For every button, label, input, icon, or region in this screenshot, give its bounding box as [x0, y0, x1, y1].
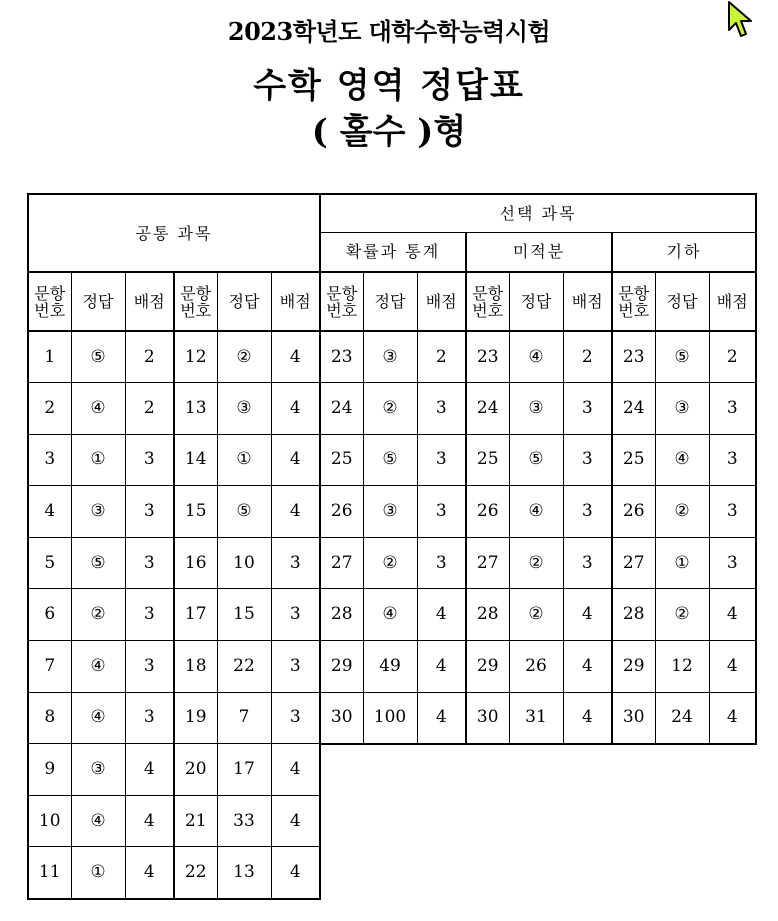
points-cell: 3 — [125, 434, 174, 486]
points-cell: 4 — [271, 434, 320, 486]
question-number-cell: 23 — [320, 331, 363, 383]
question-number-cell: 15 — [174, 486, 217, 538]
question-number-cell: 24 — [466, 383, 509, 435]
points-cell: 4 — [563, 589, 612, 641]
answer-cell: ③ — [71, 744, 125, 796]
answer-cell: ④ — [509, 331, 563, 383]
elective-subject-header: 선택 과목 — [320, 194, 756, 232]
answer-cell: 49 — [363, 641, 417, 693]
answer-cell: ② — [363, 537, 417, 589]
subject-probability-statistics: 확률과 통계 — [320, 232, 466, 272]
answer-cell: ④ — [71, 692, 125, 744]
question-number-cell: 1 — [28, 331, 71, 383]
question-number-cell: 25 — [320, 434, 363, 486]
answer-cell: ④ — [71, 641, 125, 693]
question-number-cell: 27 — [466, 537, 509, 589]
points-cell: 4 — [271, 744, 320, 796]
question-number-cell: 22 — [174, 847, 217, 899]
question-number-cell: 28 — [612, 589, 655, 641]
points-cell: 2 — [125, 383, 174, 435]
form-close-paren: )형 — [417, 112, 467, 152]
answer-cell: 17 — [217, 744, 271, 796]
question-number-cell: 8 — [28, 692, 71, 744]
question-number-cell: 29 — [466, 641, 509, 693]
table-row — [28, 434, 320, 486]
col-answer: 정답 — [363, 272, 417, 331]
points-cell: 3 — [563, 537, 612, 589]
table-row — [28, 744, 320, 796]
table-row — [320, 331, 756, 383]
points-cell: 4 — [271, 486, 320, 538]
question-number-cell: 18 — [174, 641, 217, 693]
question-number-cell: 23 — [612, 331, 655, 383]
points-cell: 4 — [417, 692, 466, 744]
points-cell: 2 — [417, 331, 466, 383]
answer-cell: ④ — [71, 795, 125, 847]
points-cell: 2 — [125, 331, 174, 383]
answer-cell: ② — [217, 331, 271, 383]
question-number-cell: 12 — [174, 331, 217, 383]
question-number-cell: 30 — [466, 692, 509, 744]
points-cell: 4 — [709, 641, 756, 693]
col-answer: 정답 — [509, 272, 563, 331]
elective-answer-table — [319, 193, 757, 745]
col-answer: 정답 — [71, 272, 125, 331]
points-cell: 3 — [563, 486, 612, 538]
question-number-cell: 24 — [320, 383, 363, 435]
answer-cell: 15 — [217, 589, 271, 641]
col-points: 배점 — [709, 272, 756, 331]
question-number-cell: 5 — [28, 537, 71, 589]
question-number-cell: 28 — [320, 589, 363, 641]
answer-cell: ② — [71, 589, 125, 641]
answer-cell: ② — [655, 589, 709, 641]
col-answer: 정답 — [655, 272, 709, 331]
question-number-cell: 25 — [466, 434, 509, 486]
points-cell: 3 — [563, 383, 612, 435]
question-number-cell: 4 — [28, 486, 71, 538]
points-cell: 3 — [125, 692, 174, 744]
col-question-number: 문항 번호 — [612, 272, 655, 331]
table-row — [28, 383, 320, 435]
sheet-title: 수학 영역 정답표 — [253, 66, 525, 106]
question-number-cell: 17 — [174, 589, 217, 641]
question-number-cell: 26 — [320, 486, 363, 538]
answer-cell: ② — [655, 486, 709, 538]
question-number-cell: 11 — [28, 847, 71, 899]
answer-cell: ③ — [655, 383, 709, 435]
points-cell: 2 — [563, 331, 612, 383]
table-row — [320, 589, 756, 641]
points-cell: 4 — [709, 589, 756, 641]
answer-cell: ⑤ — [217, 486, 271, 538]
col-points: 배점 — [563, 272, 612, 331]
answer-cell: ② — [363, 383, 417, 435]
common-answer-table — [27, 193, 321, 900]
answer-cell: ④ — [363, 589, 417, 641]
question-number-cell: 13 — [174, 383, 217, 435]
answer-cell: ② — [509, 589, 563, 641]
question-number-cell: 9 — [28, 744, 71, 796]
answer-cell: 22 — [217, 641, 271, 693]
answer-cell: 100 — [363, 692, 417, 744]
col-question-number: 문항 번호 — [466, 272, 509, 331]
answer-cell: ④ — [655, 434, 709, 486]
answer-cell: ① — [655, 537, 709, 589]
answer-cell: ③ — [363, 486, 417, 538]
question-number-cell: 29 — [612, 641, 655, 693]
answer-cell: ③ — [363, 331, 417, 383]
question-number-cell: 20 — [174, 744, 217, 796]
subject-geometry: 기하 — [612, 232, 756, 272]
points-cell: 3 — [125, 589, 174, 641]
table-row — [320, 641, 756, 693]
points-cell: 3 — [271, 692, 320, 744]
form-open-paren: ( — [311, 112, 328, 152]
question-number-cell: 6 — [28, 589, 71, 641]
points-cell: 3 — [125, 486, 174, 538]
answer-cell: 26 — [509, 641, 563, 693]
col-question-number: 문항 번호 — [28, 272, 71, 331]
answer-cell: ⑤ — [71, 331, 125, 383]
question-number-cell: 30 — [612, 692, 655, 744]
points-cell: 3 — [709, 537, 756, 589]
points-cell: 3 — [125, 537, 174, 589]
question-number-cell: 14 — [174, 434, 217, 486]
question-number-cell: 26 — [612, 486, 655, 538]
table-row — [28, 795, 320, 847]
answer-cell: ① — [217, 434, 271, 486]
points-cell: 4 — [125, 744, 174, 796]
points-cell: 3 — [417, 537, 466, 589]
mouse-pointer-icon — [727, 0, 753, 40]
answer-cell: ③ — [509, 383, 563, 435]
points-cell: 3 — [125, 641, 174, 693]
subject-calculus: 미적분 — [466, 232, 612, 272]
answer-cell: 12 — [655, 641, 709, 693]
points-cell: 3 — [709, 383, 756, 435]
points-cell: 3 — [271, 537, 320, 589]
question-number-cell: 29 — [320, 641, 363, 693]
points-cell: 3 — [271, 589, 320, 641]
answer-cell: 13 — [217, 847, 271, 899]
col-points: 배점 — [417, 272, 466, 331]
common-subject-header: 공통 과목 — [28, 194, 320, 272]
points-cell: 3 — [271, 641, 320, 693]
points-cell: 3 — [417, 383, 466, 435]
points-cell: 3 — [709, 434, 756, 486]
question-number-cell: 16 — [174, 537, 217, 589]
question-number-cell: 3 — [28, 434, 71, 486]
question-number-cell: 10 — [28, 795, 71, 847]
table-row — [28, 537, 320, 589]
points-cell: 4 — [271, 847, 320, 899]
table-row — [320, 434, 756, 486]
question-number-cell: 26 — [466, 486, 509, 538]
table-row — [28, 847, 320, 899]
points-cell: 4 — [563, 692, 612, 744]
table-row — [28, 641, 320, 693]
points-cell: 2 — [709, 331, 756, 383]
points-cell: 4 — [271, 383, 320, 435]
answer-cell: ③ — [71, 486, 125, 538]
col-question-number: 문항 번호 — [320, 272, 363, 331]
form-type — [0, 112, 778, 152]
answer-cell: ⑤ — [71, 537, 125, 589]
question-number-cell: 25 — [612, 434, 655, 486]
table-row — [28, 692, 320, 744]
answer-cell: 24 — [655, 692, 709, 744]
answer-cell: ④ — [509, 486, 563, 538]
question-number-cell: 27 — [320, 537, 363, 589]
question-number-cell: 30 — [320, 692, 363, 744]
table-row — [28, 486, 320, 538]
points-cell: 3 — [709, 486, 756, 538]
table-row — [320, 537, 756, 589]
question-number-cell: 7 — [28, 641, 71, 693]
points-cell: 4 — [125, 795, 174, 847]
col-points: 배점 — [125, 272, 174, 331]
table-row — [320, 692, 756, 744]
points-cell: 4 — [125, 847, 174, 899]
table-row — [28, 589, 320, 641]
form-label: 홀수 — [339, 112, 406, 152]
answer-cell: ⑤ — [509, 434, 563, 486]
question-number-cell: 24 — [612, 383, 655, 435]
points-cell: 4 — [709, 692, 756, 744]
question-number-cell: 28 — [466, 589, 509, 641]
points-cell: 4 — [271, 795, 320, 847]
answer-cell: ⑤ — [655, 331, 709, 383]
points-cell: 3 — [417, 486, 466, 538]
points-cell: 4 — [417, 641, 466, 693]
col-question-number: 문항 번호 — [174, 272, 217, 331]
points-cell: 4 — [417, 589, 466, 641]
answer-cell: 10 — [217, 537, 271, 589]
points-cell: 3 — [417, 434, 466, 486]
answer-cell: ⑤ — [363, 434, 417, 486]
answer-cell: ① — [71, 847, 125, 899]
question-number-cell: 21 — [174, 795, 217, 847]
col-points: 배점 — [271, 272, 320, 331]
answer-cell: 31 — [509, 692, 563, 744]
table-row — [320, 486, 756, 538]
points-cell: 4 — [563, 641, 612, 693]
answer-cell: ② — [509, 537, 563, 589]
answer-cell: ④ — [71, 383, 125, 435]
question-number-cell: 23 — [466, 331, 509, 383]
question-number-cell: 19 — [174, 692, 217, 744]
table-row — [320, 383, 756, 435]
answer-cell: 7 — [217, 692, 271, 744]
answer-cell: ① — [71, 434, 125, 486]
exam-title: 2023학년도 대학수학능력시험 — [227, 17, 551, 46]
table-row — [28, 331, 320, 383]
question-number-cell: 2 — [28, 383, 71, 435]
answer-cell: 33 — [217, 795, 271, 847]
points-cell: 4 — [271, 331, 320, 383]
question-number-cell: 27 — [612, 537, 655, 589]
col-answer: 정답 — [217, 272, 271, 331]
points-cell: 3 — [563, 434, 612, 486]
answer-cell: ③ — [217, 383, 271, 435]
